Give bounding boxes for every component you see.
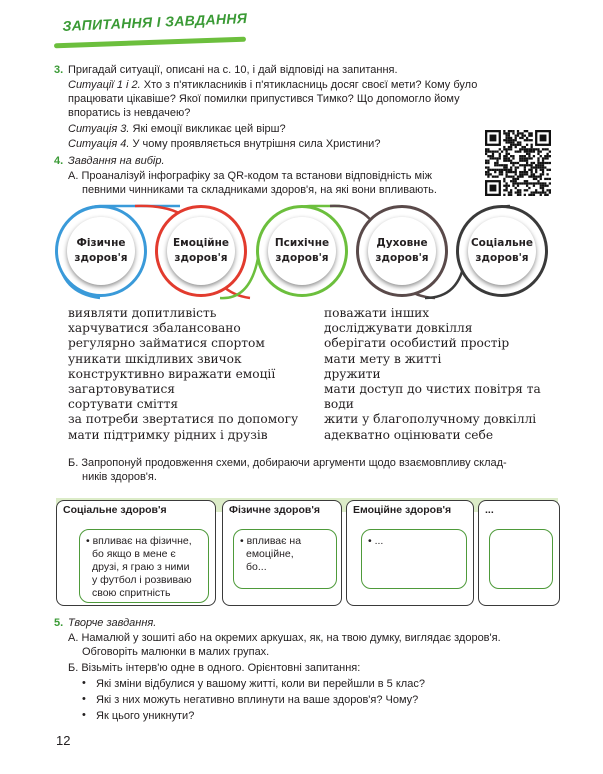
bullet-icon: • [82,709,86,721]
q5-a-line-2: Обговоріть малюнки в малих групах. [82,646,270,658]
header-underline [54,37,246,49]
q5-b-line-1: Б. Візьміть інтерв'ю одне в одного. Орієнтовні запитання: [68,662,361,674]
q5-a-line-1: А. Намалюй у зошиті або на окремих аркушах, як, на твою думку, виглядає здоров'я. [68,632,501,644]
q5-bullet-1: Які зміни відбулися у вашому житті, коли ви перейшли в 5 клас? [96,678,425,690]
q3-line-1: Ситуації 1 і 2. Хто з п'ятикласників і п'ятикласниць досяг своєї мети? Кому було [68,79,478,91]
circle-spiritual-health: Духовне здоров'я [356,205,448,297]
circle-mental-health: Психічне здоров'я [256,205,348,297]
list-item: адекватно оцінювати себе [324,427,494,442]
q5-bullet-2: Які з них можуть негативно вплинути на ваше здоров'я? Чому? [96,694,419,706]
box-answer: • впливає на емоційне, бо... [233,529,337,589]
box-title: ... [481,504,498,516]
q4-b-line-1: Б. Запропонуй продовження схеми, добираючи аргументи щодо взаємовпливу склад- [68,457,507,469]
circle-physical-health: Фізичне здоров'я [55,205,147,297]
q3-line-5: Ситуація 4. У чому проявляється внутрішня сила Христини? [68,138,381,150]
q3-number: 3. [54,64,64,76]
list-item: жити у благополучному довкіллі [324,412,537,427]
q3-intro: Пригадай ситуації, описані на с. 10, і дай відповіді на запитання. [68,64,398,76]
list-item: води [324,397,354,412]
list-item: дружити [324,366,381,381]
box-answer [489,529,553,589]
list-item: загартовуватися [68,382,175,397]
q4-b-line-2: ників здоров'я. [82,471,157,483]
qr-code-icon [485,130,551,196]
q5-number: 5. [54,617,64,629]
q5-title: Творче завдання. [68,617,157,629]
list-item: мати доступ до чистих повітря та [324,382,541,397]
list-item: конструктивно виражати емоції [68,366,276,381]
q4-number: 4. [54,155,64,167]
q4-title: Завдання на вибір. [68,155,165,167]
list-item: поважати інших [324,306,430,320]
box-social-health [56,500,216,606]
factor-list-right [324,306,564,443]
box-answer: • впливає на фізичне, бо якщо в мене є друзі, я граю з ними у футбол і розвиваю свою спритність [79,529,209,603]
list-item: регулярно займатися спортом [68,336,265,351]
box-title: Соціальне здоров'я [59,504,171,516]
box-answer: • ... [361,529,467,589]
q3-line-3: впоратись із невдачею? [68,107,191,119]
box-physical-health [222,500,342,606]
factor-list-left [68,306,318,443]
box-title: Емоційне здоров'я [349,504,455,516]
list-item: мати мету в житті [324,351,442,366]
list-item: мати підтримку рідних і друзів [68,427,268,442]
section-header [54,9,248,50]
box-emotional-health [346,500,474,606]
list-item: виявляти допитливість [68,306,217,320]
section-title: ЗАПИТАННЯ І ЗАВДАННЯ [62,9,248,34]
box-title: Фізичне здоров'я [225,504,324,516]
page-number: 12 [56,733,71,748]
circle-social-health: Соціальне здоров'я [456,205,548,297]
bullet-icon: • [82,677,86,689]
list-item: харчуватися збалансовано [68,321,241,336]
q4-a-line-1: А. Проаналізуй інфографіку за QR-кодом та встанови відповідність між [68,170,432,182]
circle-emotional-health: Емоційне здоров'я [155,205,247,297]
list-item: сортувати сміття [68,397,179,412]
q4-a-line-2: певними чинниками та складниками здоров'я, на які вони впливають. [82,184,437,196]
list-item: за потреби звертатися по допомогу [68,412,299,427]
q5-bullet-3: Як цього уникнути? [96,710,195,722]
box-more [478,500,560,606]
list-item: досліджувати довкілля [324,321,473,336]
list-item: уникати шкідливих звичок [68,351,242,366]
list-item: оберігати особистий простір [324,336,510,351]
bullet-icon: • [82,693,86,705]
q3-line-2: працювати цікавіше? Якої помилки припустився Тимко? Що допомогло йому [68,93,460,105]
q3-line-4: Ситуація 3. Які емоції викликає цей вірш? [68,123,286,135]
